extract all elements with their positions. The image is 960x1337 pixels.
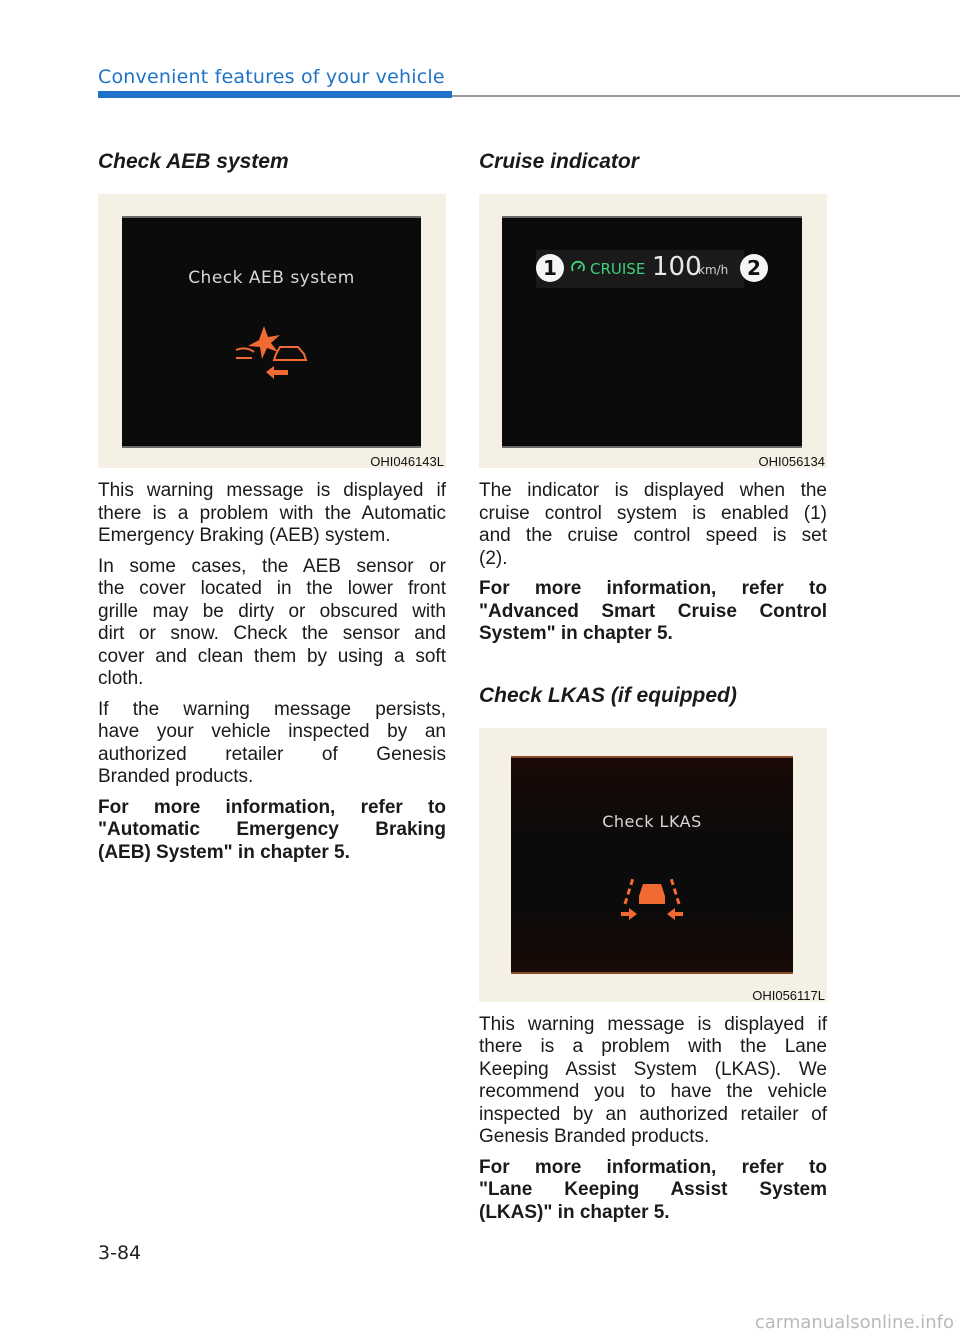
- text-line: the cover located in the lower front: [98, 578, 446, 599]
- text-line: grille may be dirty or obscured with: [98, 600, 446, 622]
- collision-warning-icon: [226, 320, 316, 400]
- cruise-reference: [479, 578, 827, 646]
- text-line: System" in chapter 5.: [479, 623, 673, 644]
- text-line: "Advanced Smart Cruise Control: [479, 600, 827, 622]
- lkas-description: [479, 1014, 827, 1149]
- aeb-figure: [98, 194, 446, 468]
- lane-departure-icon: [617, 874, 687, 924]
- text-line: cover and clean them by using a soft: [98, 645, 446, 667]
- text-line: cruise control system is enabled (1): [479, 502, 827, 524]
- text-line: Genesis Branded products.: [479, 1126, 710, 1147]
- figure-code: OHI056134: [758, 454, 825, 469]
- text-line: (LKAS)" in chapter 5.: [479, 1201, 670, 1223]
- aeb-sensor-note: [98, 556, 446, 691]
- cruise-label: CRUISE: [590, 260, 646, 278]
- aeb-display-screen: [122, 216, 421, 448]
- text-line: have your vehicle inspected by an: [98, 721, 446, 742]
- header-rule: [452, 95, 960, 97]
- text-line: inspected by an authorized retailer of: [479, 1103, 827, 1125]
- text-line: This warning message is displayed if: [479, 1013, 827, 1035]
- text-line: Branded products.: [98, 766, 254, 787]
- text-line: (AEB) System" in chapter 5.: [98, 841, 350, 863]
- section-header-title: Convenient features of your vehicle: [98, 66, 445, 88]
- check-aeb-heading: Check AEB system: [98, 150, 289, 173]
- aeb-screen-message: Check AEB system: [188, 268, 355, 288]
- page-number: 3-84: [98, 1242, 142, 1264]
- cruise-figure: [479, 194, 827, 468]
- text-line: there is a problem with the Lane: [479, 1036, 827, 1057]
- callout-1: 1: [536, 254, 564, 282]
- cruise-description: [479, 480, 827, 570]
- cruise-gauge-icon: [570, 260, 586, 276]
- aeb-persist-note: [98, 699, 446, 789]
- text-line: Keeping Assist System (LKAS). We: [479, 1058, 827, 1080]
- check-lkas-heading: Check LKAS (if equipped): [479, 683, 737, 707]
- left-column: [98, 150, 446, 864]
- text-line: For more information, refer to: [98, 796, 446, 818]
- text-line: "Automatic Emergency Braking: [98, 819, 446, 840]
- cruise-speed: 100: [652, 252, 702, 282]
- aeb-description: [98, 480, 446, 548]
- text-line: This warning message is displayed if: [98, 480, 446, 501]
- text-line: Emergency Braking (AEB) system.: [98, 525, 391, 546]
- text-line: recommend you to have the vehicle: [479, 1081, 827, 1102]
- lkas-screen-message: Check LKAS: [602, 811, 702, 831]
- lkas-display-screen: [511, 756, 793, 974]
- text-line: and the cruise control speed is set: [479, 525, 827, 546]
- text-line: For more information, refer to: [479, 578, 827, 599]
- callout-2: 2: [740, 254, 768, 282]
- aeb-reference: [98, 797, 446, 865]
- cruise-indicator-heading: Cruise indicator: [479, 150, 639, 173]
- text-line: In some cases, the AEB sensor or: [98, 555, 446, 577]
- text-line: dirt or snow. Check the sensor and: [98, 623, 446, 644]
- right-column: [479, 150, 827, 1224]
- figure-code: OHI046143L: [370, 454, 444, 469]
- text-line: The indicator is displayed when the: [479, 480, 827, 501]
- text-line: "Lane Keeping Assist System: [479, 1179, 827, 1200]
- text-line: cloth.: [98, 668, 144, 689]
- figure-code: OHI056117L: [752, 987, 825, 1003]
- text-line: For more information, refer to: [479, 1156, 827, 1178]
- cruise-display-screen: [502, 216, 802, 448]
- watermark: carmanualsonline.info: [754, 1312, 954, 1333]
- text-line: If the warning message persists,: [98, 698, 446, 720]
- text-line: (2).: [479, 547, 508, 569]
- cruise-speed-unit: km/h: [698, 263, 729, 277]
- lkas-reference: [479, 1157, 827, 1225]
- lkas-figure: [479, 728, 827, 1002]
- header-accent-bar: [98, 91, 452, 98]
- text-line: there is a problem with the Automatic: [98, 502, 446, 524]
- text-line: authorized retailer of Genesis: [98, 743, 446, 765]
